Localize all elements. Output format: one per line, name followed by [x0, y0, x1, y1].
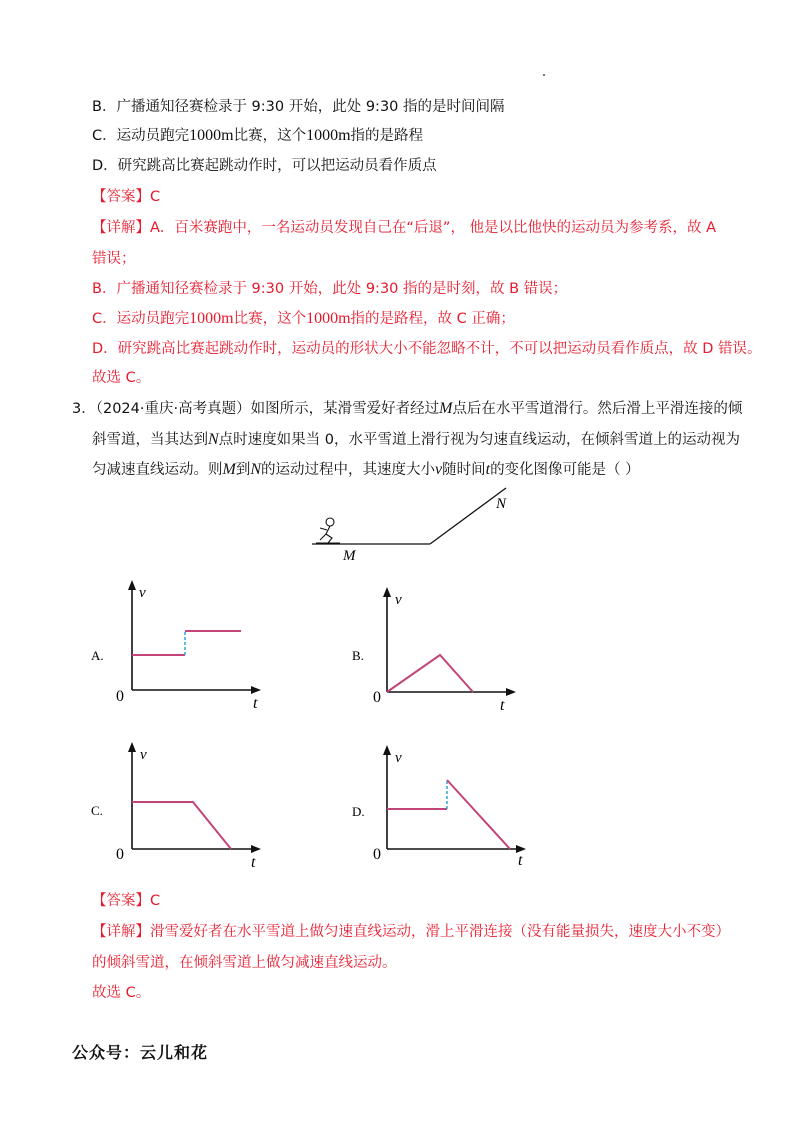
- detail-prev-l4-unit-1: 1000m: [189, 310, 234, 327]
- graph-b-t-label: t: [500, 697, 505, 714]
- graph-c-t-label: t: [251, 854, 256, 871]
- option-c-text-2: 比赛，这个: [233, 128, 307, 144]
- question3-l3d: 随时间: [442, 462, 486, 478]
- graph-a-v-arrow: [128, 580, 136, 590]
- graph-d: [340, 740, 540, 872]
- detail-prev-line-3: B．广播通知径赛检录于 9:30 开始，此处 9:30 指的是时刻，故 B 错误；: [92, 281, 568, 297]
- detail-prev-l4-text-2: 比赛，这个: [233, 311, 307, 327]
- point-n-label: N: [496, 496, 507, 512]
- graph-d-v-arrow: [383, 745, 391, 755]
- graph-a: [85, 575, 285, 715]
- skier-icon: [316, 518, 340, 543]
- question3-l3a: 匀减速直线运动。则: [92, 462, 223, 478]
- option-c-unit-1: 1000m: [189, 127, 234, 144]
- question3-l2b: 点时速度如果当 0，水平雪道上滑行视为匀速直线运动，在倾斜雪道上的运动视为: [218, 432, 741, 448]
- graph-a-t-arrow: [251, 686, 261, 694]
- graph-b: [340, 582, 540, 717]
- detail-3-line-2: 的倾斜雪道，在倾斜雪道上做匀减速直线运动。: [92, 955, 397, 971]
- detail-prev-line-1: [92, 218, 716, 238]
- graph-a-option-label: A.: [91, 648, 104, 663]
- graph-c-option-label: C.: [91, 803, 103, 818]
- question3-l3e: 的变化图像可能是（ ）: [490, 462, 640, 478]
- detail-3-tag: 【详解】: [92, 924, 150, 940]
- graph-d-segment-2: [447, 780, 510, 849]
- graph-d-t-label: t: [518, 852, 523, 869]
- slope-figure: [300, 480, 540, 570]
- graph-c-v-arrow: [128, 742, 136, 752]
- question3-number: 3．: [72, 401, 96, 417]
- detail-prev-l4-unit-2: 1000m: [306, 310, 351, 327]
- footer-account: 公众号：云儿和花: [72, 1043, 209, 1062]
- detail-3-line-1: [92, 922, 730, 942]
- stray-dot: [543, 74, 545, 76]
- graph-a-v-label: v: [139, 585, 146, 601]
- question3-t: t: [485, 461, 491, 478]
- detail-prev-line-4: [92, 309, 515, 329]
- question3-line-1: [72, 399, 742, 419]
- question3-l3b: 到: [235, 462, 251, 478]
- graph-b-curve: [387, 655, 473, 692]
- question3-l2a: 斜雪道，当其达到: [92, 432, 208, 448]
- graph-b-v-arrow: [383, 587, 391, 597]
- option-c: [92, 126, 423, 146]
- question3-l1b: 点后在水平雪道滑行。然后滑上平滑连接的倾: [452, 401, 743, 417]
- question3-n2: N: [250, 461, 261, 478]
- detail-prev-l4-text-3: 指的是路程，故 C 正确；: [350, 311, 515, 327]
- answer-prev-tag: 【答案】: [92, 189, 150, 205]
- question3-n: N: [208, 431, 219, 448]
- option-c-unit-2: 1000m: [306, 127, 351, 144]
- option-c-text-1: C．运动员跑完: [92, 128, 190, 144]
- option-d: D．研究跳高比赛起跳动作时，可以把运动员看作质点: [92, 158, 437, 174]
- detail-prev-line-6: 故选 C。: [92, 370, 151, 386]
- graph-c-origin: 0: [116, 846, 124, 863]
- answer-3: [92, 891, 160, 911]
- graph-a-origin: 0: [116, 688, 124, 705]
- answer-3-tag: 【答案】: [92, 893, 150, 909]
- graph-a-t-label: t: [253, 695, 258, 712]
- question3-l1a: （2024·重庆·高考真题）如图所示，某滑雪爱好者经过: [95, 401, 440, 417]
- point-m-label: M: [343, 548, 356, 564]
- inclined-track: [430, 488, 506, 544]
- graph-b-t-arrow: [506, 688, 516, 696]
- detail-prev-line-2: 错误；: [92, 251, 136, 267]
- graph-d-option-label: D.: [352, 804, 365, 819]
- detail-prev-line-5: D．研究跳高比赛起跳动作时，运动员的形状大小不能忽略不计，不可以把运动员看作质点，故 D 错误。: [92, 341, 762, 357]
- graph-b-option-label: B.: [352, 648, 364, 663]
- option-b: B．广播通知径赛检录于 9:30 开始，此处 9:30 指的是时间间隔: [92, 99, 505, 115]
- graph-c: [85, 737, 285, 872]
- detail-3-l1: 滑雪爱好者在水平雪道上做匀速直线运动，滑上平滑连接（没有能量损失，速度大小不变）: [150, 924, 730, 940]
- detail-prev-l4-text-1: C．运动员跑完: [92, 311, 190, 327]
- graph-c-t-arrow: [251, 845, 261, 853]
- detail-prev-tag: 【详解】: [92, 220, 150, 236]
- graph-d-v-label: v: [395, 750, 402, 766]
- question3-line-3: [92, 460, 640, 480]
- option-c-text-3: 指的是路程: [350, 128, 424, 144]
- question3-line-2: [92, 430, 740, 450]
- question3-m2: M: [222, 461, 236, 478]
- graph-b-v-label: v: [395, 592, 402, 608]
- graph-d-origin: 0: [373, 846, 381, 863]
- question3-l3c: 的运动过程中，其速度大小: [261, 462, 435, 478]
- detail-prev-l1: A．百米赛跑中，一名运动员发现自己在“后退”， 他是以比他快的运动员为参考系，故 A: [150, 220, 717, 236]
- graph-c-v-label: v: [140, 747, 147, 763]
- graph-b-origin: 0: [373, 689, 381, 706]
- question3-v: v: [435, 461, 443, 478]
- answer-prev-value: C: [150, 189, 161, 205]
- answer-3-value: C: [150, 893, 161, 909]
- question3-m: M: [439, 400, 453, 417]
- answer-prev: [92, 187, 160, 207]
- graph-c-curve: [132, 802, 231, 849]
- detail-3-line-3: 故选 C。: [92, 985, 151, 1001]
